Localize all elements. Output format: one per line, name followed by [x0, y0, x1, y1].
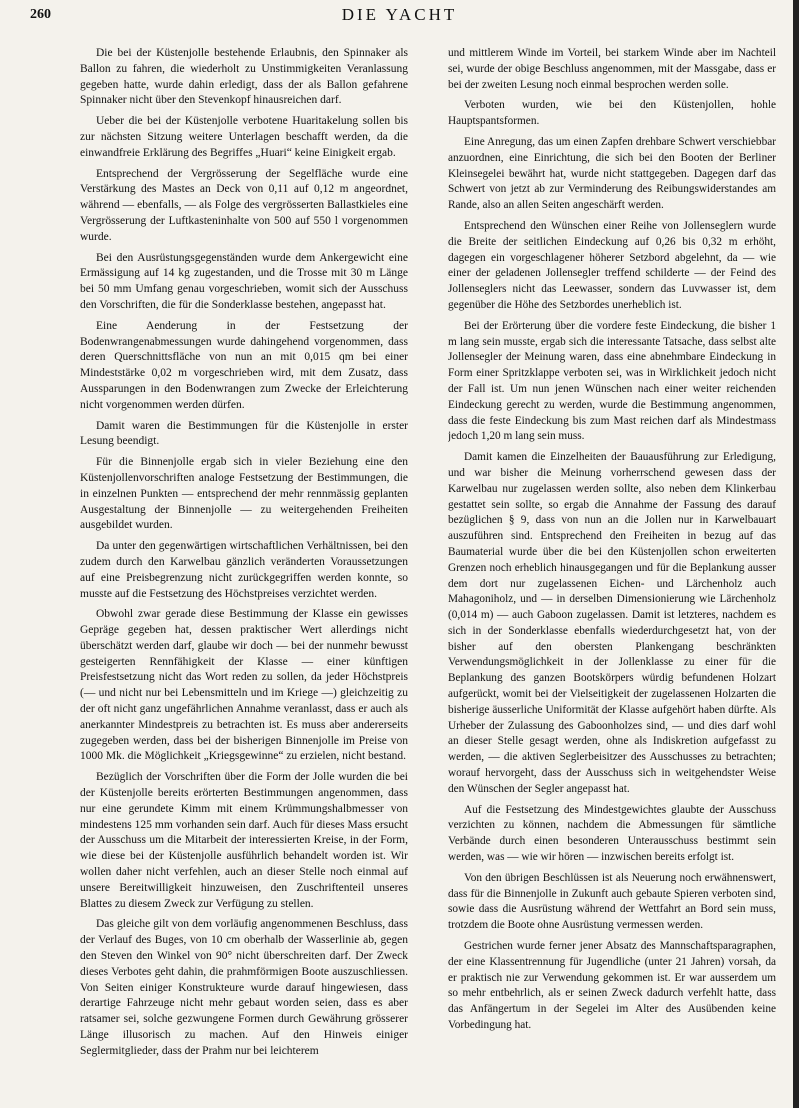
running-title: DIE YACHT — [341, 5, 458, 24]
paragraph: Entsprechend den Wünschen einer Reihe von Jollenseglern wurde die Breite der seitlichen Eindeckung auf 0,26 bis 0,32 m erhöht, dagegen ein vorgeschlagener höherer Setzbord abgelehnt, da — wie einer der geladenen Jollensegler treffend schilderte — der Feind des Jollenseglers nicht das Leewasser, sondern das Luvwasser ist, dem gegenüber die Höhe des Setzbordes unerheblich ist. — [448, 219, 776, 311]
paragraph: Obwohl zwar gerade diese Bestimmung der Klasse ein gewisses Gepräge gegeben hat, dessen praktischer Wert allerdings nicht überschätzt werden darf, glaube wir doch — bei der nunmehr bewusst gesteigerten Rennfähigkeit der Klasse — einer künftigen Preisfestsetzung nicht das Wort reden zu sollen, da jeder Höchstpreis (— und nicht nur bei Lebensmitteln und im Kriege —) gleichzeitig zu der oft nicht ganz ungefährlichen Annahme veranlasst, dass er auch als anerkannter Mindestpreis zu betrachten ist. Es muss aber andererseits zugegeben werden, dass bei der bisherigen Binnenjolle im Preise von 1000 Mk. die Möglichkeit „Kriegsgewinne“ zu erzielen, nicht bestand. — [80, 608, 408, 763]
paragraph: Damit kamen die Einzelheiten der Bauausführung zur Erledigung, und war bisher die Meinung vorherrschend gewesen dass der Karwelbau nur zugelassen werden sollte, also neben dem Klinkerbau gestattet sein sollte, so ergab die Annahme der Fassung des darauf bezüglichen § 9, dass von nun an die Jollen nur in Karwelbauart auszuführen sind. Entsprechend den Freiheiten in bezug auf das Baumaterial wurde über die bei den Küstenjollen schon erweiterten Grenzen noch erheblich hinausgegangen und für die Beplankung ausser dem dort nur zugelassenen Eichen- und Lärchenholz auch Mahagoniholz, und — in derselben Dimensionierung wie Lärchenholz (0,014 m) — auch Gaboon zugelassen. Damit ist letzteres, nachdem es sich in der Sonderklasse ebenfalls wiederdurchgesetzt hat, von der bisher auf den obersten Plankengang beschränkten Verwendungsmöglichkeit in der Jollenklasse zu einer für die Beplankung des ganzen Bootskörpers würdig befundenen Holzart aufgerückt, womit bei der Vielseitigkeit der zugelassenen Holzarten die bisherige äusserliche Uniformität der Klasse aufgehört haben dürfte. Als Urheber der Zulassung des Gaboonholzes sind, — und dies darf wohl an dieser Stelle gesagt werden, ohne als Indiskretion aufgefasst zu werden, — die aktiven Seglerbeisitzer des Ausschusses zu betrachten; worauf hervorgeht, dass der Ausschuss sich in weitgehendster Weise den Wünschen der Segler angepasst hat. — [448, 451, 776, 795]
left-column — [80, 46, 408, 1106]
paragraph: Bei der Erörterung über die vordere feste Eindeckung, die bisher 1 m lang sein musste, ergab sich die interessante Tatsache, dass selbst alte Jollensegler der Meinung waren, dass eine abnehmbare Eindeckung in Form einer Spritzklappe verboten sei, was in Wirklichkeit jedoch nicht der Fall ist. Um nun jenen Wünschen nach einer weiter reichenden Eindeckung gerecht zu werden, wurde die Bestimmung angenommen, dass die feste Eindeckung bis zum Mast reichen darf als Mindestmass jedoch 1,20 m lang sein muss. — [448, 319, 776, 443]
paragraph: Damit waren die Bestimmungen für die Küstenjolle in erster Lesung beendigt. — [80, 419, 408, 448]
paragraph: Die bei der Küstenjolle bestehende Erlaubnis, den Spinnaker als Ballon zu fahren, die wiederholt zu Unstimmigkeiten Veranlassung gegeben hatte, wurde dahin erledigt, dass der als Ballon gefahrene Spinnaker nicht über den Stevenkopf hinausreichen darf. — [80, 47, 408, 107]
paragraph: Eine Anregung, das um einen Zapfen drehbare Schwert verschiebbar anzuordnen, eine Einrichtung, die sich bei den Booten der Berliner Kleinsegelei bewährt hat, wurde nicht stattgegeben. Dagegen darf das Schwert von jetzt ab zur Verminderung des Reibungswiderstandes am Rande, also an allen Seiten angeschärft werden. — [448, 135, 776, 212]
paragraph: Das gleiche gilt von dem vorläufig angenommenen Beschluss, dass der Verlauf des Buges, von 10 cm oberhalb der Wasserlinie ab, gegen den Steven den Winkel von 90° nicht überschreiten darf. Der Zweck dieses Verbotes geht dahin, die prahmförmigen Boote auszuschliessen. Von Seiten einiger Konstrukteure wurde darauf hingewiesen, dass derartige Fahrzeuge nicht mehr gebaut worden seien, dass es aber ratsamer sei, solche gezwungene Formen durch Gewährung grösserer Länge illusorisch zu machen. Auf den Hinweis einiger Seglermitglieder, dass der Prahm nur bei leichterem — [80, 918, 408, 1057]
paragraph: Da unter den gegenwärtigen wirtschaftlichen Verhältnissen, bei den zudem durch den Karwelbau gänzlich veränderten Voraussetzungen auf eine Preisbegrenzung nicht zurückgegriffen werden konnte, so musste auf die Festsetzung des Höchstpreises verzichtet werden. — [80, 540, 408, 600]
paragraph: Bei den Ausrüstungsgegenständen wurde dem Ankergewicht eine Ermässigung auf 14 kg zugestanden, und die Trosse mit 30 m Länge bei 50 mm Umfang genau vorgeschrieben, womit sich der Ausschuss den Vorschriften, die für die Sonderklasse bestehen, angepasst hat. — [80, 251, 408, 311]
paragraph: Eine Aenderung in der Festsetzung der Bodenwrangenabmessungen wurde dahingehend vorgenommen, dass deren Querschnittsfläche von nun an mit 0,015 qm bei einer Mindeststärke 0,02 m vorgeschrieben wird, mit dem Zusatz, dass Aussparungen in den Bodenwrangen zum Zwecke der Erleichterung nicht vorgenommen werden dürfen. — [80, 319, 408, 411]
paragraph: Für die Binnenjolle ergab sich in vieler Beziehung eine den Küstenjollenvorschriften analoge Festsetzung der Bestimmungen, die in einzelnen Punkten — entsprechend der mehr rennmässig geplanten Ausgestaltung der Binnenjolle — zu weitergehenden Freiheiten ausgebildet wurden. — [80, 456, 408, 532]
article-body — [80, 46, 776, 1106]
scan-edge — [793, 0, 799, 1108]
paragraph: und mittlerem Winde im Vorteil, bei starkem Winde aber im Nachteil sei, wurde der obige Beschluss angenommen, mit der Massgabe, dass er bei der zweiten Lesung noch einmal besprochen werden solle. — [448, 47, 776, 91]
paragraph: Bezüglich der Vorschriften über die Form der Jolle wurden die bei der Küstenjolle bereits erörterten Bestimmungen angenommen, dass nur eine gerundete Kimm mit einem Krümmungshalbmesser von mindestens 125 mm vorhanden sein darf. Auch für dieses Mass ersucht der Ausschuss um die Mitarbeit der interessierten Kreise, in der Form, wie diese bei der Küstenjolle ausführlich behandelt worden ist. Wir wollen daher nicht verfehlen, auch an dieser Stelle noch einmal auf unsere Bereitwilligkeit hinzuweisen, den Zuschriftenteil unseres Blattes zu diesem Zweck zur Verfügung zu stellen. — [80, 771, 408, 910]
right-column — [448, 46, 776, 1106]
paragraph: Ueber die bei der Küstenjolle verbotene Huaritakelung sollen bis zur nächsten Sitzung weitere Unterlagen beschafft werden, da die einwandfreie Erklärung des Begriffes „Huari“ keine Einigkeit ergab. — [80, 115, 408, 159]
paragraph: Verboten wurden, wie bei den Küstenjollen, hohle Hauptspantsformen. — [448, 99, 776, 128]
paragraph: Gestrichen wurde ferner jener Absatz des Mannschaftsparagraphen, der eine Klassentrennung für Jugendliche (unter 21 Jahren) vorsah, da er praktisch nie zur Verwendung gekommen ist. Er war ausserdem um so mehr entbehrlich, als er seinen Zweck dadurch verfehlt hatte, dass das Anfängertum in der Segelei im Alter des Ausübenden keine Vorbedingung hat. — [448, 940, 776, 1032]
paragraph: Entsprechend der Vergrösserung der Segelfläche wurde eine Verstärkung des Mastes an Deck von 0,11 auf 0,12 m angeordnet, während — ebenfalls, — als Folge des vergrösserten Ballastkieles eine Vergrösserung der Luftkasteninhalte von 500 auf 550 l vorgenommen wurde. — [80, 167, 408, 243]
paragraph: Von den übrigen Beschlüssen ist als Neuerung noch erwähnenswert, dass für die Binnenjolle in Zukunft auch gebaute Spieren verboten sind, sowie dass die Ausrüstung während der Wettfahrt an Bord sein muss, trotzdem die Boote ohne Ausrüstung vermessen werden. — [448, 871, 776, 932]
page-number: 260 — [30, 7, 51, 22]
paragraph: Auf die Festsetzung des Mindestgewichtes glaubte der Ausschuss verzichten zu können, nachdem die Abmessungen für sämtliche Verbände durch einen besonderen Unterausschuss bestimmt sein werden, was — wie wir hören — inzwischen bereits erfolgt ist. — [448, 803, 776, 864]
